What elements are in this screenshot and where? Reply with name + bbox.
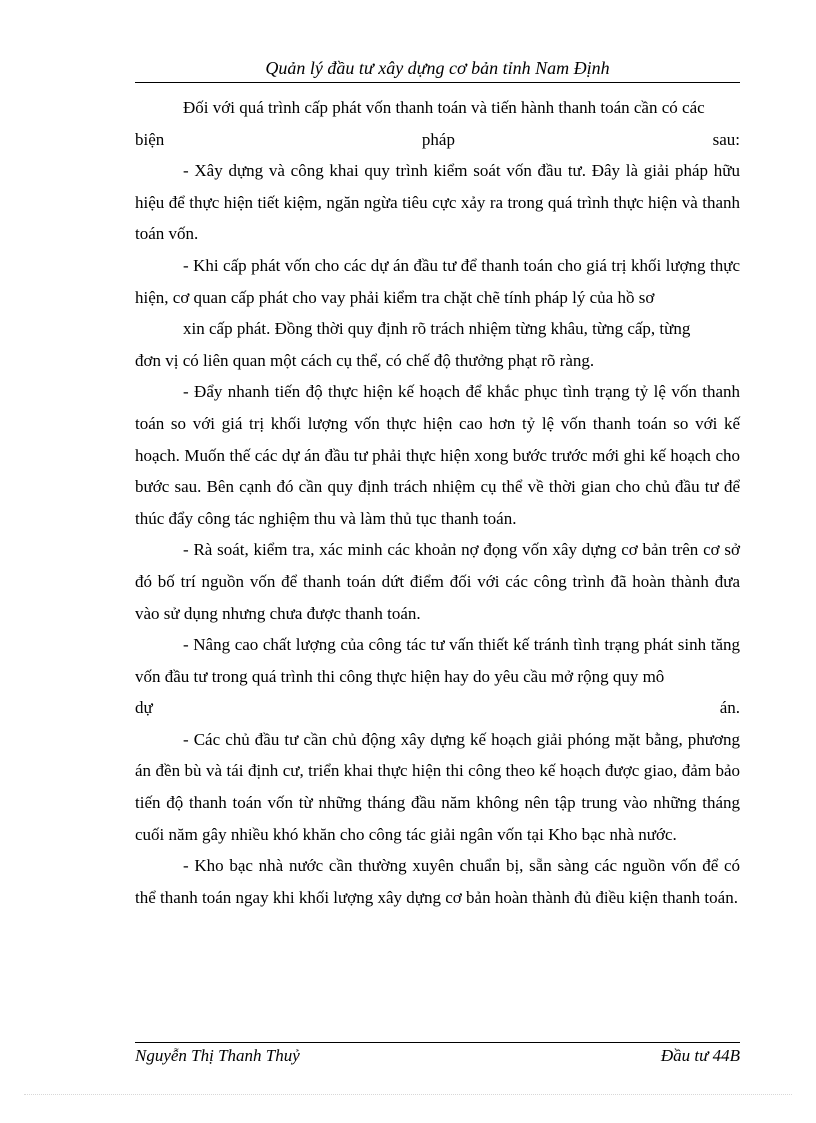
paragraph-treasury-readiness: - Kho bạc nhà nước cần thường xuyên chuẩn bị, sẵn sàng các nguồn vốn để có thể thanh toán ngay khi khối lượng xây dựng cơ bản hoàn thành đủ điều kiện thanh toán. (135, 856, 740, 907)
paragraph-speed-up-plan: - Đẩy nhanh tiến độ thực hiện kế hoạch để khắc phục tình trạng tỷ lệ vốn thanh toán so với giá trị khối lượng vốn thực hiện cao hơn tỷ lệ vốn thanh toán so với kế hoạch. Muốn thế các dự án đầu tư phải thực hiện xong bước trước mới ghi kế hoạch cho bước sau. Bên cạnh đó cần quy định trách nhiệm cụ thể về thời gian cho chủ đầu tư để thúc đẩy công tác nghiệm thu và làm thủ tục thanh toán. (135, 382, 740, 528)
consulting-word-1: dự (135, 698, 153, 718)
page-footer (135, 1042, 740, 1067)
paragraph-review-debts: - Rà soát, kiểm tra, xác minh các khoản nợ đọng vốn xây dựng cơ bản trên cơ sở đó bố trí nguồn vốn để thanh toán dứt điểm đối với các công trình đã hoàn thành đưa vào sử dụng nhưng chưa được thanh toán. (135, 540, 740, 623)
consulting-word-2: án. (719, 698, 740, 718)
footer-author: Nguyễn Thị Thanh Thuỷ (135, 1046, 300, 1065)
paragraph-investor-plans: - Các chủ đầu tư cần chủ động xây dựng kế hoạch giải phóng mặt bằng, phương án đền bù và tái định cư, triển khai thực hiện thi công theo kế hoạch được giao, đảm bảo tiến độ thanh toán vốn từ những tháng đầu năm không nên tập trung vào những tháng cuối năm gây nhiều khó khăn cho công tác giải ngân vốn tại Kho bạc nhà nước. (135, 729, 740, 844)
page-header: Quản lý đầu tư xây dựng cơ bản tỉnh Nam Định (135, 56, 740, 83)
intro-word-2: pháp (421, 129, 455, 149)
intro-word-3: sau: (712, 129, 740, 149)
page-bottom-dotted-rule (24, 1094, 792, 1095)
paragraph-intro: Đối với quá trình cấp phát vốn thanh toán và tiến hành thanh toán cần có các (183, 98, 705, 117)
footer-class: Đầu tư 44B (660, 1046, 740, 1065)
intro-word-1: biện (135, 129, 165, 149)
paragraph-intro-spread-line (135, 124, 740, 156)
paragraph-disbursement-check-cont: xin cấp phát. Đồng thời quy định rõ trách nhiệm từng khâu, từng cấp, từng (183, 319, 691, 339)
document-body (135, 92, 740, 913)
paragraph-disbursement-check-end: đơn vị có liên quan một cách cụ thể, có chế độ thưởng phạt rõ ràng. (135, 350, 595, 370)
paragraph-consulting-quality: - Nâng cao chất lượng của công tác tư vấn thiết kế tránh tình trạng phát sinh tăng vốn đầu tư trong quá trình thi công thực hiện hay do yêu cầu mở rộng quy mô (135, 635, 740, 686)
paragraph-consulting-quality-spread-line (135, 692, 740, 724)
paragraph-control-process: - Xây dựng và công khai quy trình kiểm soát vốn đầu tư. Đây là giải pháp hữu hiệu để thực hiện tiết kiệm, ngăn ngừa tiêu cực xảy ra trong quá trình thực hiện và thanh toán vốn. (135, 161, 740, 244)
paragraph-disbursement-check: - Khi cấp phát vốn cho các dự án đầu tư để thanh toán cho giá trị khối lượng thực hiện, cơ quan cấp phát cho vay phải kiểm tra chặt chẽ tính pháp lý của hồ sơ (135, 255, 740, 307)
